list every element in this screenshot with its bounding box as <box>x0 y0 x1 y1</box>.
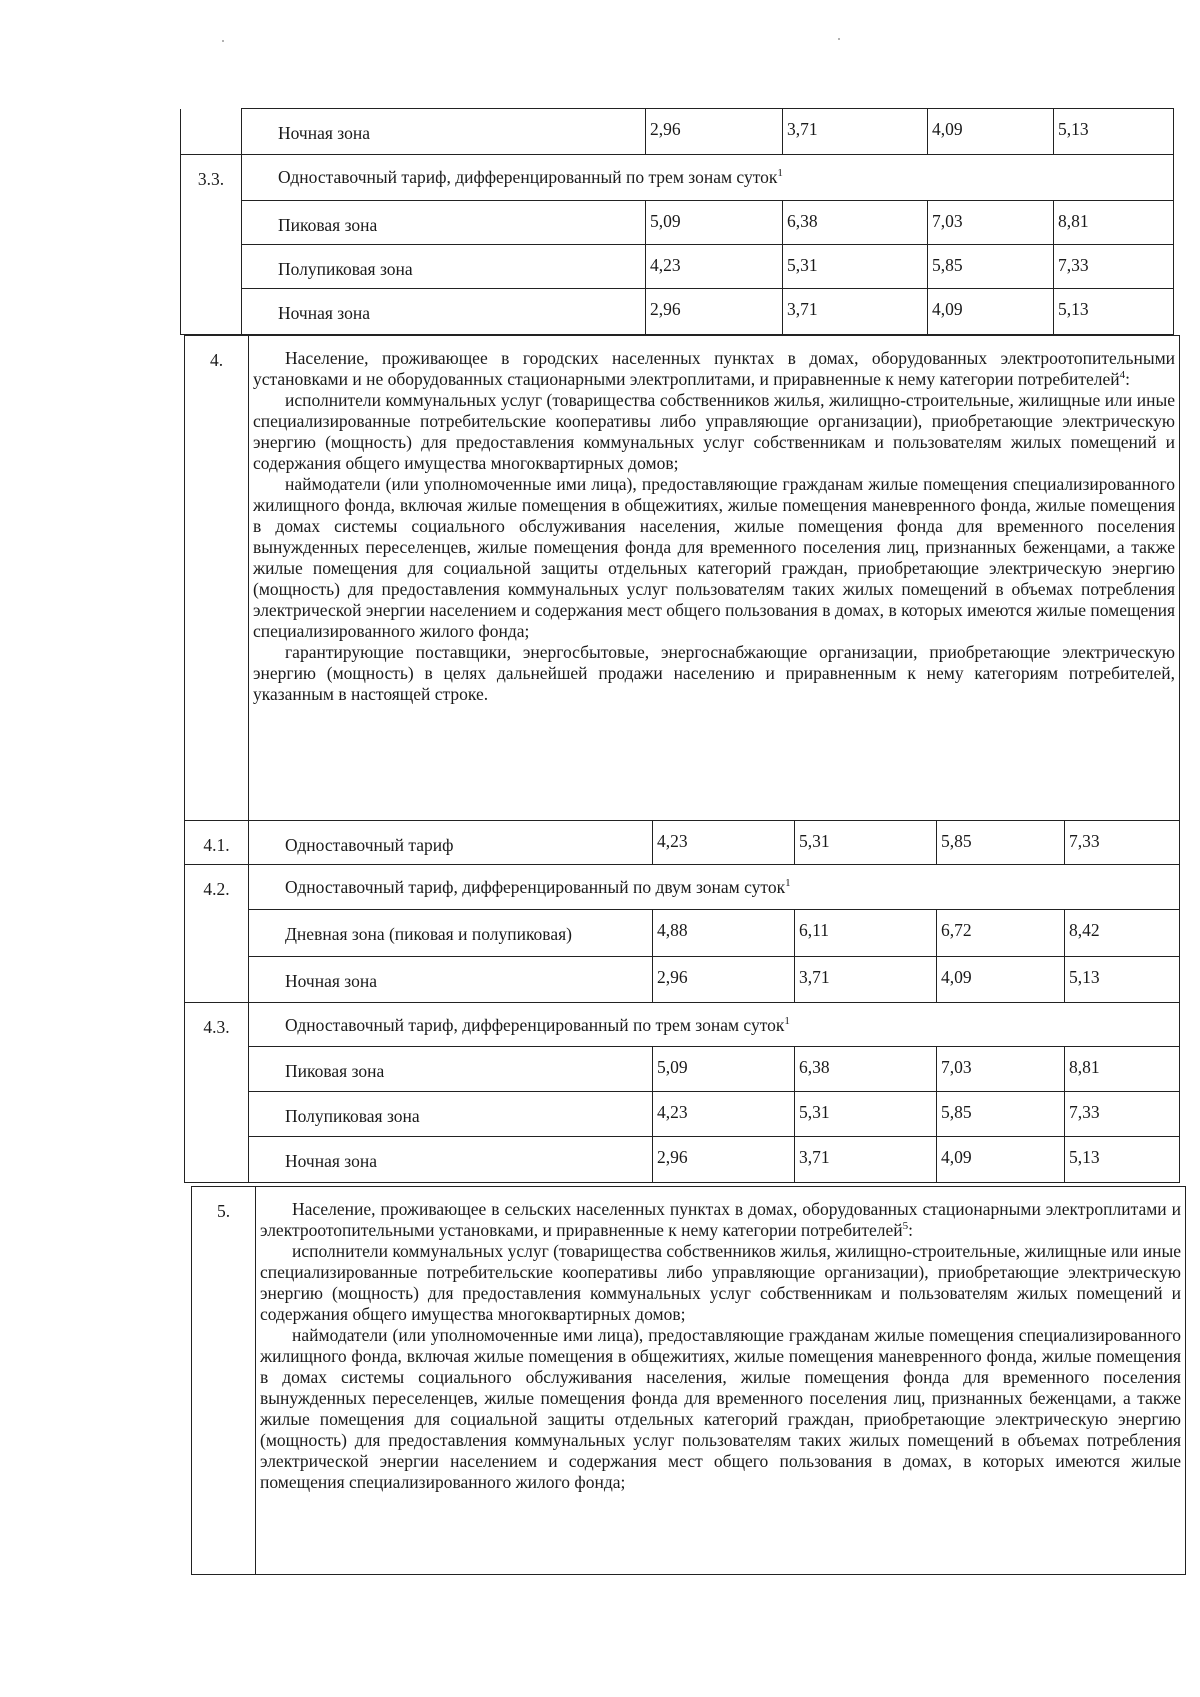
tariff-value: 5,13 <box>1065 1137 1180 1183</box>
table-row <box>185 821 1180 865</box>
table-row <box>185 865 1180 910</box>
tariff-value: 7,33 <box>1065 821 1180 865</box>
tariff-table <box>191 1186 1186 1575</box>
zone-label: Ночная зона <box>249 1137 653 1183</box>
tariff-value: 8,81 <box>1054 201 1174 245</box>
table-row <box>181 201 1174 245</box>
tariff-value: 5,09 <box>646 201 783 245</box>
tariff-value: 4,09 <box>928 109 1054 155</box>
description-paragraph: наймодатели (или уполномоченные ими лица), предоставляющие гражданам жилые помещения специализированного жилищного фонда, включая жилые помещения в общежитиях, жилые помещения маневренного фонда, жилые помещения в домах системы социального обслуживания населения, жилые помещения фонда для временного поселения вынужденных переселенцев, жилые помещения фонда для временного поселения лиц, признанных беженцами, а также жилые помещения для социальной защиты отдельных категорий граждан, приобретающие электрическую энергию (мощность) для предоставления коммунальных услуг пользователям таких жилых помещений в объемах потребления электрической энергии населением и содержания мест общего пользования в домах, в которых имеются жилые помещения специализированного жилого фонда; <box>260 1325 1181 1492</box>
tariff-group-title-text: Одноставочный тариф, дифференцированный по трем зонам суток <box>278 167 778 187</box>
category-description <box>256 1187 1186 1575</box>
footnote-ref: 4 <box>1119 369 1126 382</box>
tariff-value: 5,85 <box>937 1092 1065 1137</box>
zone-label: Полупиковая зона <box>249 1092 653 1137</box>
row-number: 5. <box>192 1187 256 1575</box>
tariff-value: 7,03 <box>928 201 1054 245</box>
tariff-value: 6,72 <box>937 910 1065 957</box>
tariff-value: 5,13 <box>1065 957 1180 1003</box>
description-paragraph: гарантирующие поставщики, энергосбытовые, энергоснабжающие организации, приобретающие электрическую энергию (мощность) в целях дальнейшей продажи населению и приравненным к нему категориям потребителей, указанным в настоящей строке. <box>253 642 1176 704</box>
description-text-end: : <box>1125 369 1131 389</box>
footnote-ref: 1 <box>777 167 783 180</box>
table-row <box>185 336 1180 821</box>
tariff-value: 2,96 <box>646 109 783 155</box>
tariff-value: 5,13 <box>1054 289 1174 335</box>
tariff-value: 4,09 <box>928 289 1054 335</box>
tariff-value: 4,23 <box>646 245 783 289</box>
tariff-group-title-text: Одноставочный тариф, дифференцированный по трем зонам суток <box>285 1015 785 1035</box>
description-paragraph: наймодатели (или уполномоченные ими лица), предоставляющие гражданам жилые помещения специализированного жилищного фонда, включая жилые помещения в общежитиях, жилые помещения маневренного фонда, жилые помещения в домах системы социального обслуживания населения, жилые помещения фонда для временного поселения вынужденных переселенцев, жилые помещения фонда для временного поселения лиц, признанных беженцами, а также жилые помещения для социальной защиты отдельных категорий граждан, приобретающие электрическую энергию (мощность) для предоставления коммунальных услуг пользователям таких жилых помещений в объемах потребления электрической энергии населением и содержания мест общего пользования в домах, в которых имеются жилые помещения специализированного жилого фонда; <box>253 474 1176 641</box>
footnote-ref: 1 <box>785 877 791 890</box>
tariff-value: 4,23 <box>653 1092 795 1137</box>
description-paragraph: исполнители коммунальных услуг (товарищества собственников жилья, жилищно-строительные, жилищные или иные специализированные потребительские кооперативы либо управляющие организации), приобретающие электрическую энергию (мощность) для предоставления коммунальных услуг собственникам и пользователям жилых помещений и содержания общего имущества многоквартирных домов; <box>253 390 1176 473</box>
tariff-table-section-4 <box>184 335 1179 1183</box>
footnote-ref: 5 <box>902 1220 909 1233</box>
zone-label: Пиковая зона <box>242 201 646 245</box>
row-number-cell <box>181 109 242 155</box>
tariff-value: 5,09 <box>653 1047 795 1092</box>
zone-label: Ночная зона <box>242 109 646 155</box>
table-row <box>181 109 1174 155</box>
tariff-value: 2,96 <box>653 1137 795 1183</box>
table-row <box>181 155 1174 201</box>
zone-label: Ночная зона <box>249 957 653 1003</box>
table-row <box>185 1047 1180 1092</box>
tariff-value: 3,71 <box>783 289 928 335</box>
tariff-value: 4,09 <box>937 957 1065 1003</box>
table-row <box>185 957 1180 1003</box>
table-row <box>185 1137 1180 1183</box>
zone-label: Пиковая зона <box>249 1047 653 1092</box>
description-text: Население, проживающее в сельских населенных пунктах в домах, оборудованных стационарными электроплитами и электроотопительными установками, и приравненные к нему категории потребителей <box>260 1199 1181 1240</box>
table-row <box>185 910 1180 957</box>
tariff-value: 8,81 <box>1065 1047 1180 1092</box>
tariff-group-title <box>242 155 1174 201</box>
tariff-value: 7,33 <box>1065 1092 1180 1137</box>
tariff-value: 2,96 <box>646 289 783 335</box>
tariff-value: 5,31 <box>783 245 928 289</box>
tariff-value: 3,71 <box>795 1137 937 1183</box>
description-paragraph <box>253 348 1175 390</box>
tariff-table <box>180 108 1174 335</box>
tariff-value: 6,38 <box>783 201 928 245</box>
tariff-value: 6,38 <box>795 1047 937 1092</box>
description-paragraph: исполнители коммунальных услуг (товарищества собственников жилья, жилищно-строительные, жилищные или иные специализированные потребительские кооперативы либо управляющие организации), приобретающие электрическую энергию (мощность) для предоставления коммунальных услуг собственникам и пользователям жилых помещений и содержания общего имущества многоквартирных домов; <box>260 1241 1181 1324</box>
table-row <box>185 1092 1180 1137</box>
tariff-value: 8,42 <box>1065 910 1180 957</box>
zone-label: Одноставочный тариф <box>249 821 653 865</box>
tariff-table-section-3 <box>180 108 1173 335</box>
tariff-value: 4,23 <box>653 821 795 865</box>
tariff-value: 5,31 <box>795 1092 937 1137</box>
tariff-value: 5,85 <box>928 245 1054 289</box>
row-number: 4.3. <box>185 1003 249 1183</box>
description-paragraph <box>260 1199 1181 1241</box>
table-row <box>185 1003 1180 1047</box>
row-number: 3.3. <box>181 155 242 335</box>
row-number: 4. <box>185 336 249 821</box>
table-row <box>181 245 1174 289</box>
tariff-group-title <box>249 865 1180 910</box>
tariff-value: 5,13 <box>1054 109 1174 155</box>
tariff-group-title-text: Одноставочный тариф, дифференцированный по двум зонам суток <box>285 877 786 897</box>
tariff-value: 2,96 <box>653 957 795 1003</box>
tariff-value: 4,88 <box>653 910 795 957</box>
zone-label: Полупиковая зона <box>242 245 646 289</box>
tariff-value: 5,85 <box>937 821 1065 865</box>
zone-label: Дневная зона (пиковая и полупиковая) <box>249 910 653 957</box>
tariff-table <box>184 335 1180 1183</box>
tariff-value: 3,71 <box>783 109 928 155</box>
description-text-end: : <box>908 1220 914 1240</box>
description-text: Население, проживающее в городских населенных пунктах в домах, оборудованных электроотопительными установками и не оборудованных стационарными электроплитами, и приравненные к нему категории потребителей <box>253 348 1176 389</box>
tariff-value: 7,03 <box>937 1047 1065 1092</box>
scan-speck <box>838 38 840 40</box>
footnote-ref: 1 <box>784 1015 790 1028</box>
row-number: 4.1. <box>185 821 249 865</box>
tariff-group-title <box>249 1003 1180 1047</box>
table-row <box>192 1187 1186 1575</box>
tariff-value: 4,09 <box>937 1137 1065 1183</box>
tariff-value: 6,11 <box>795 910 937 957</box>
zone-label: Ночная зона <box>242 289 646 335</box>
category-description <box>249 336 1180 821</box>
tariff-value: 3,71 <box>795 957 937 1003</box>
table-row <box>181 289 1174 335</box>
row-number: 4.2. <box>185 865 249 1003</box>
tariff-value: 5,31 <box>795 821 937 865</box>
scan-speck <box>222 40 224 42</box>
tariff-table-section-5 <box>191 1186 1185 1575</box>
tariff-value: 7,33 <box>1054 245 1174 289</box>
